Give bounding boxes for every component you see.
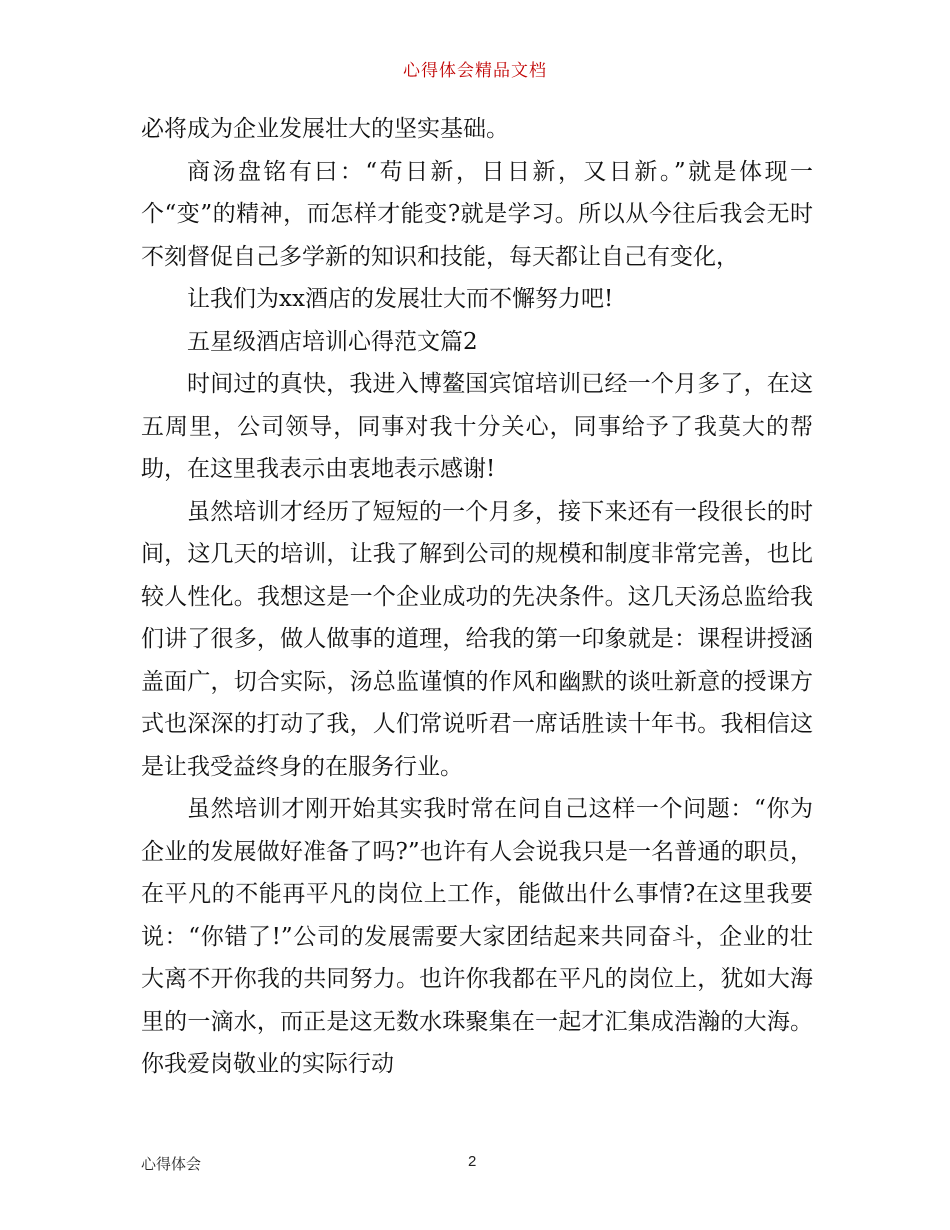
paragraph-2: 商汤盘铭有曰：“苟日新，日日新，又日新。”就是体现一个“变”的精神，而怎样才能变?就是学习。所以从今往后我会无时不刻督促自己多学新的知识和技能，每天都让自己有变化， — [141, 158, 813, 270]
footer-label: 心得体会 — [141, 1155, 202, 1173]
paragraph-3: 让我们为xx酒店的发展壮大而不懈努力吧! — [187, 286, 614, 312]
page-header-title: 心得体会精品文档 — [403, 61, 547, 81]
paragraph-6: 虽然培训才刚开始其实我时常在问自己这样一个问题：“你为企业的发展做好准备了吗?”也许有人会说我只是一名普通的职员，在平凡的不能再平凡的岗位上工作，能做出什么事情?在这里我要说：“你错了!”公司的发展需要大家团结起来共同奋斗，企业的壮大离不开你我的共同努力。也许你我都在平凡的岗位上，犹如大海里的一滴水，而正是这无数水珠聚集在一起才汇集成浩瀚的大海。你我爱岗敬业的实际行动 — [141, 796, 813, 1077]
paragraph-1: 必将成为企业发展壮大的坚实基础。 — [141, 116, 509, 142]
document-body — [141, 108, 813, 1086]
paragraph-5: 虽然培训才经历了短短的一个月多，接下来还有一段很长的时间，这几天的培训，让我了解到公司的规模和制度非常完善，也比较人性化。我想这是一个企业成功的先决条件。这几天汤总监给我们讲了很多，做人做事的道理，给我的第一印象就是：课程讲授涵盖面广，切合实际，汤总监谨慎的作风和幽默的谈吐新意的授课方式也深深的打动了我，人们常说听君一席话胜读十年书。我相信这是让我受益终身的在服务行业。 — [141, 498, 813, 780]
page-number: 2 — [468, 1153, 477, 1170]
paragraph-4: 时间过的真快，我进入博鳌国宾馆培训已经一个月多了，在这五周里，公司领导，同事对我十分关心，同事给予了我莫大的帮助，在这里我表示由衷地表示感谢! — [141, 371, 813, 482]
section-heading: 五星级酒店培训心得范文篇2 — [187, 328, 478, 355]
